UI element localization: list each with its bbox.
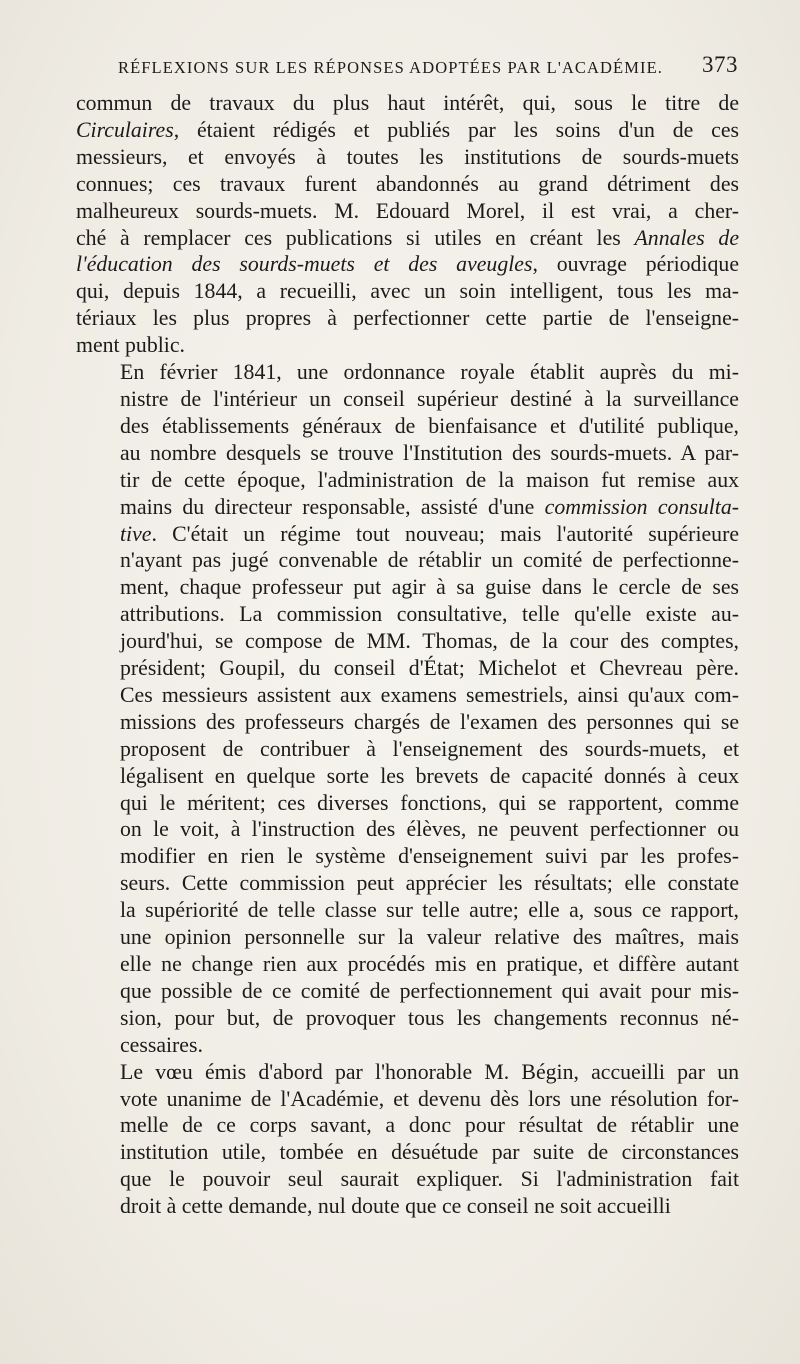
- text-run: seurs. Cette commission peut apprécier les résultats; elle constate: [120, 871, 739, 896]
- italic-text: Annales de: [634, 225, 740, 250]
- text-line: [76, 171, 739, 198]
- text-run: une opinion personnelle sur la valeur relative des maîtres, mais: [120, 925, 739, 950]
- text-run: messieurs, et envoyés à toutes les institutions de sourds-muets: [76, 144, 739, 169]
- text-run: tériaux les plus propres à perfectionner cette partie de l'enseigne-: [76, 306, 739, 331]
- text-line: [76, 736, 739, 763]
- text-line: [76, 1139, 739, 1166]
- text-line: [76, 521, 739, 548]
- text-run: tir de cette époque, l'administration de la maison fut remise aux: [120, 467, 739, 492]
- text-run: , étaient rédigés et publiés par les soins d'un de ces: [173, 117, 739, 142]
- text-line: [76, 305, 739, 332]
- text-line: [76, 816, 739, 843]
- text-run: que possible de ce comité de perfectionnement qui avait pour mis-: [120, 978, 739, 1003]
- text-run: malheureux sourds-muets. M. Edouard Morel, il est vrai, a cher-: [76, 198, 739, 223]
- text-line: [76, 628, 739, 655]
- italic-text: tive: [120, 521, 152, 546]
- italic-text: commission consulta-: [544, 494, 740, 519]
- paragraph: [76, 90, 739, 359]
- text-run: légalisent en quelque sorte les brevets de capacité donnés à ceux: [120, 763, 739, 788]
- text-run: vote unanime de l'Académie, et devenu dès lors une résolution for-: [120, 1086, 739, 1111]
- text-run: En février 1841, une ordonnance royale établit auprès du mi-: [120, 360, 739, 385]
- text-line: [76, 1059, 739, 1086]
- body-text: [76, 90, 739, 1220]
- text-line: [76, 790, 739, 817]
- text-run: au nombre desquels se trouve l'Institution des sourds-muets. A par-: [120, 440, 739, 465]
- text-run: que le pouvoir seul saurait expliquer. Si l'administration fait: [120, 1167, 739, 1192]
- text-run: mains du directeur responsable, assisté d'une: [120, 494, 545, 519]
- text-run: qui, depuis 1844, a recueilli, avec un soin intelligent, tous les ma-: [76, 279, 739, 304]
- text-line: [76, 870, 739, 897]
- text-line: [76, 1166, 739, 1193]
- text-run: , ouvrage périodique: [532, 252, 739, 277]
- text-line: [76, 843, 739, 870]
- text-line: [76, 547, 739, 574]
- text-line: [76, 574, 739, 601]
- text-line: [76, 682, 739, 709]
- text-run: missions des professeurs chargés de l'examen des personnes qui se: [120, 709, 739, 734]
- text-line: [76, 897, 739, 924]
- text-line: [76, 467, 739, 494]
- text-line: [76, 251, 739, 278]
- text-line: [76, 978, 739, 1005]
- text-line: [76, 278, 739, 305]
- italic-text: l'éducation des sourds-muets et des aveugles: [76, 252, 533, 277]
- paragraph: [76, 359, 739, 1059]
- text-run: sion, pour but, de provoquer tous les changements reconnus né-: [120, 1005, 739, 1030]
- text-line: [76, 1193, 739, 1220]
- text-run: proposent de contribuer à l'enseignement des sourds-muets, et: [120, 736, 739, 761]
- text-run: on le voit, à l'instruction des élèves, ne peuvent perfectionner ou: [120, 817, 739, 842]
- text-line: [76, 359, 739, 386]
- text-line: [76, 332, 739, 359]
- text-run: modifier en rien le système d'enseignement suivi par les profes-: [120, 844, 739, 869]
- running-head: RÉFLEXIONS SUR LES RÉPONSES ADOPTÉES PAR L'ACADÉMIE.: [118, 58, 664, 77]
- text-run: jourd'hui, se compose de MM. Thomas, de la cour des comptes,: [120, 629, 739, 654]
- text-run: ché à remplacer ces publications si utiles en créant les: [76, 225, 635, 250]
- text-run: ment public.: [76, 333, 185, 358]
- text-line: [76, 709, 739, 736]
- text-run: melle de ce corps savant, a donc pour résultat de rétablir une: [120, 1113, 739, 1138]
- text-run: commun de travaux du plus haut intérêt, qui, sous le titre de: [76, 91, 739, 115]
- text-run: cessaires.: [120, 1032, 203, 1057]
- text-run: nistre de l'intérieur un conseil supérieur destiné à la surveillance: [120, 386, 739, 411]
- text-line: [76, 763, 739, 790]
- text-run: ment, chaque professeur put agir à sa guise dans le cercle de ses: [120, 575, 739, 600]
- text-line: [76, 198, 739, 225]
- text-run: la supériorité de telle classe sur telle autre; elle a, sous ce rapport,: [120, 898, 739, 923]
- text-line: [76, 601, 739, 628]
- text-line: [76, 440, 739, 467]
- text-line: [76, 494, 739, 521]
- text-run: . C'était un régime tout nouveau; mais l'autorité supérieure: [151, 521, 739, 546]
- text-line: [76, 90, 739, 117]
- text-run: attributions. La commission consultative, telle qu'elle existe au-: [120, 602, 739, 627]
- text-run: Ces messieurs assistent aux examens semestriels, ainsi qu'aux com-: [120, 682, 739, 707]
- text-run: droit à cette demande, nul doute que ce conseil ne soit accueilli: [120, 1194, 671, 1219]
- text-run: président; Goupil, du conseil d'État; Michelot et Chevreau père.: [120, 656, 739, 681]
- text-run: des établissements généraux de bienfaisance et d'utilité publique,: [120, 413, 739, 438]
- text-run: institution utile, tombée en désuétude par suite de circonstances: [120, 1140, 739, 1165]
- text-line: [76, 951, 739, 978]
- text-line: [76, 117, 739, 144]
- text-line: [76, 386, 739, 413]
- italic-text: Circulaires: [76, 117, 174, 142]
- text-run: n'ayant pas jugé convenable de rétablir un comité de perfectionne-: [120, 548, 739, 573]
- text-line: [76, 1086, 739, 1113]
- text-line: [76, 924, 739, 951]
- text-line: [76, 655, 739, 682]
- text-run: connues; ces travaux furent abandonnés au grand détriment des: [76, 171, 739, 196]
- text-line: [76, 1005, 739, 1032]
- text-line: [76, 144, 739, 171]
- text-line: [76, 1112, 739, 1139]
- text-run: Le vœu émis d'abord par l'honorable M. Bégin, accueilli par un: [120, 1059, 739, 1084]
- text-run: qui le méritent; ces diverses fonctions, qui se rapportent, comme: [120, 790, 739, 815]
- text-line: [76, 1032, 739, 1059]
- text-line: [76, 413, 739, 440]
- text-line: [76, 225, 739, 252]
- paragraph: [76, 1059, 739, 1220]
- text-run: elle ne change rien aux procédés mis en pratique, et diffère autant: [120, 952, 739, 976]
- page-number: 373: [702, 52, 738, 77]
